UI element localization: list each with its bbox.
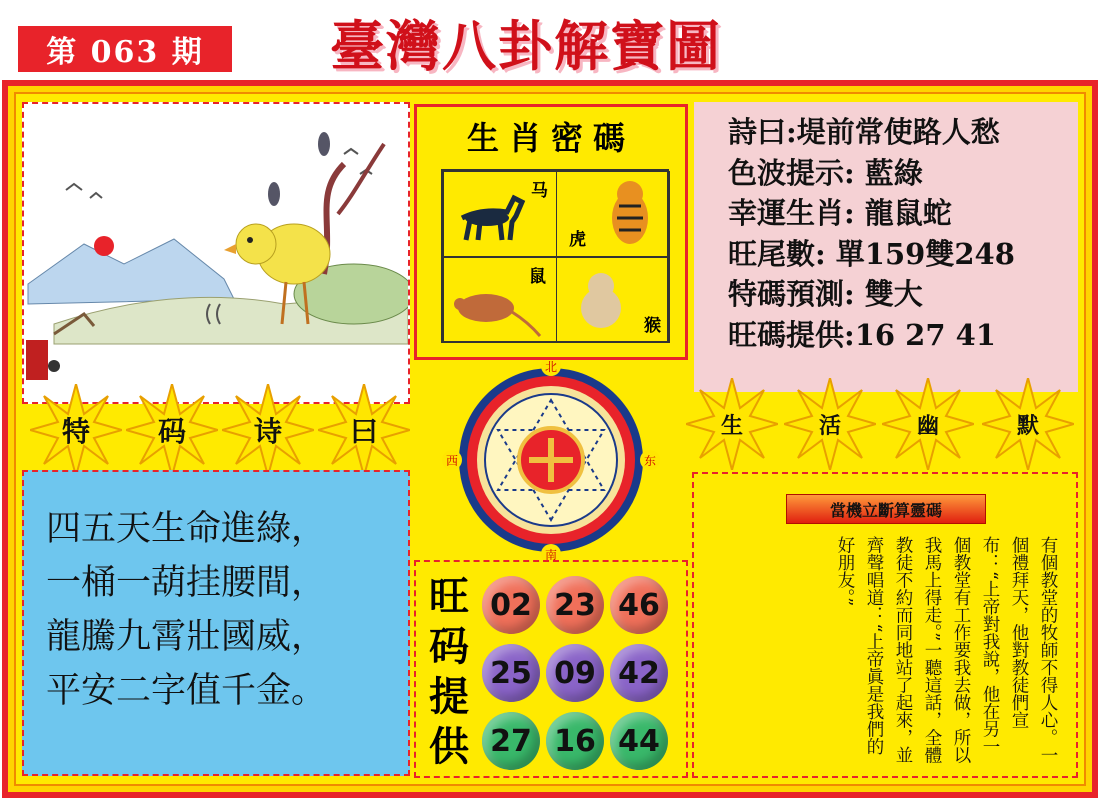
monkey-icon: [571, 268, 631, 332]
number-ball: 09: [546, 644, 604, 702]
poem-panel: [22, 470, 410, 776]
page-title: 臺灣八卦解寶圖: [330, 14, 722, 78]
star-badge-5: [686, 378, 778, 470]
poem-line: 平安二字值千金。: [46, 671, 327, 711]
star-badge-7: [882, 378, 974, 470]
star-badge-8: [982, 378, 1074, 470]
star-badge-text: 默: [1016, 412, 1039, 439]
illustration-panel: [22, 102, 410, 404]
star-badge-6: [784, 378, 876, 470]
info-row: 詩曰:堤前常使路人愁: [728, 115, 1000, 149]
poem-line: 龍騰九霄壯國威，: [46, 617, 327, 657]
star-badge-text: 活: [818, 412, 841, 439]
rat-icon: [448, 278, 544, 338]
joke-banner: 當機立斷算靈碼: [786, 494, 986, 524]
star-badge-text: 生: [720, 412, 743, 439]
number-ball: 44: [610, 712, 668, 770]
wheel-label-north: 北: [544, 360, 558, 374]
bagua-wheel: [440, 360, 662, 560]
star-badge-text: 特: [61, 415, 90, 448]
star-badge-text: 诗: [253, 415, 282, 448]
info-panel: [694, 102, 1078, 392]
zodiac-cell-tiger: [556, 171, 670, 257]
wheel-label-west: 西: [445, 454, 459, 468]
wheel-label-east: 东: [643, 454, 657, 468]
zodiac-label: 猴: [644, 316, 661, 336]
star-badge-4: [318, 384, 410, 476]
star-badge-3: [222, 384, 314, 476]
number-ball: 46: [610, 576, 668, 634]
info-row: 幸運生肖: 龍鼠蛇: [728, 196, 952, 230]
lucky-numbers-panel: [414, 560, 688, 778]
zodiac-label: 马: [531, 181, 548, 201]
poem-line: 四五天生命進綠，: [46, 509, 327, 549]
number-ball: 16: [546, 712, 604, 770]
lucky-numbers-label: 旺码提供: [429, 573, 469, 770]
number-ball: 02: [482, 576, 540, 634]
info-row: 色波提示: 藍綠: [728, 155, 923, 190]
zodiac-cell-horse: [443, 171, 557, 257]
star-badge-1: [30, 384, 122, 476]
star-badge-text: 码: [157, 415, 186, 448]
info-row: 旺碼提供:16 27 41: [728, 317, 996, 352]
issue-number: 第 063 期: [18, 26, 232, 72]
poem-line: 一桶一葫挂腰間，: [46, 563, 327, 603]
number-ball: 25: [482, 644, 540, 702]
zodiac-label: 虎: [569, 230, 586, 250]
zodiac-grid: [441, 169, 669, 343]
star-badge-text: 幽: [916, 412, 939, 439]
number-ball: 42: [610, 644, 668, 702]
star-badge-2: [126, 384, 218, 476]
zodiac-label: 鼠: [529, 267, 546, 287]
zodiac-title: 生肖密碼: [466, 119, 635, 157]
zodiac-panel: [414, 104, 688, 360]
tiger-icon: [595, 176, 665, 252]
horse-icon: [452, 188, 532, 248]
star-badge-text: 曰: [349, 415, 378, 448]
chick-landscape-illustration: [24, 104, 408, 402]
wheel-label-south: 南: [544, 548, 558, 560]
info-row: 旺尾數: 單159雙248: [728, 236, 1015, 271]
number-ball: 23: [546, 576, 604, 634]
zodiac-cell-rat: [443, 257, 557, 343]
info-row: 特碼預測: 雙大: [728, 277, 923, 311]
number-ball: 27: [482, 712, 540, 770]
joke-text: 有個教堂的牧師不得人心。一個禮拜天，他對教徒們宣布：“上帝對我說，他在另一個教堂有工作要我去做，所以我馬上得走。”一聽這話，全體教徒不約而同地站了起來，並齊聲唱道：“上帝眞是我們的好朋友。”: [835, 536, 1058, 764]
zodiac-cell-monkey: [556, 257, 670, 343]
joke-panel: [692, 472, 1078, 778]
